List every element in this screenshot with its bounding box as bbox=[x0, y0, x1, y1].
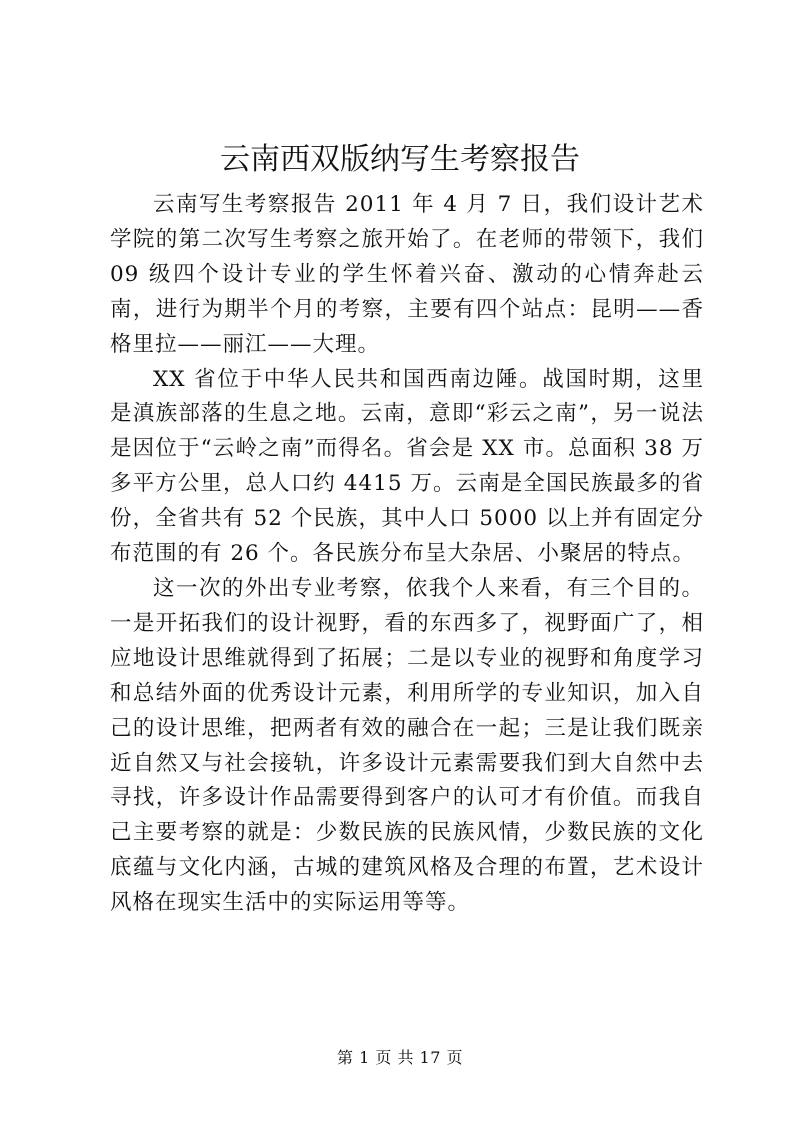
paragraph-1: 云南写生考察报告 2011 年 4 月 7 日，我们设计艺术学院的第二次写生考察之旅开始了。在老师的带领下，我们 09 级四个设计专业的学生怀着兴奋、激动的心情奔赴云南，进行为期半个月的考察，主要有四个站点：昆明——香格里拉——丽江——大理。 bbox=[110, 192, 704, 357]
paragraph-3: 这一次的外出专业考察，依我个人来看，有三个目的。一是开拓我们的设计视野，看的东西多了，视野面广了，相应地设计思维就得到了拓展；二是以专业的视野和角度学习和总结外面的优秀设计元素，利用所学的专业知识，加入自己的设计思维，把两者有效的融合在一起；三是让我们既亲近自然又与社会接轨，许多设计元素需要我们到大自然中去寻找，许多设计作品需要得到客户的认可才有价值。而我自己主要考察的就是：少数民族的民族风情，少数民族的文化底蕴与文化内涵，古城的建筑风格及合理的布置，艺术设计风格在现实生活中的实际运用等等。 bbox=[110, 575, 704, 916]
document-body bbox=[110, 188, 704, 921]
paragraph-2: XX 省位于中华人民共和国西南边陲。战国时期，这里是滇族部落的生息之地。云南，意即“彩云之南”，另一说法是因位于“云岭之南”而得名。省会是 XX 市。总面积 38 万多平方公里，总人口约 4415 万。云南是全国民族最多的省份，全省共有 52 个民族，其中人口 5000 以上并有固定分布范围的有 26 个。各民族分布呈大杂居、小聚居的特点。 bbox=[110, 366, 704, 567]
page-footer: 第 1 页 共 17 页 bbox=[337, 1048, 463, 1067]
document-title: 云南西双版纳写生考察报告 bbox=[220, 142, 580, 177]
